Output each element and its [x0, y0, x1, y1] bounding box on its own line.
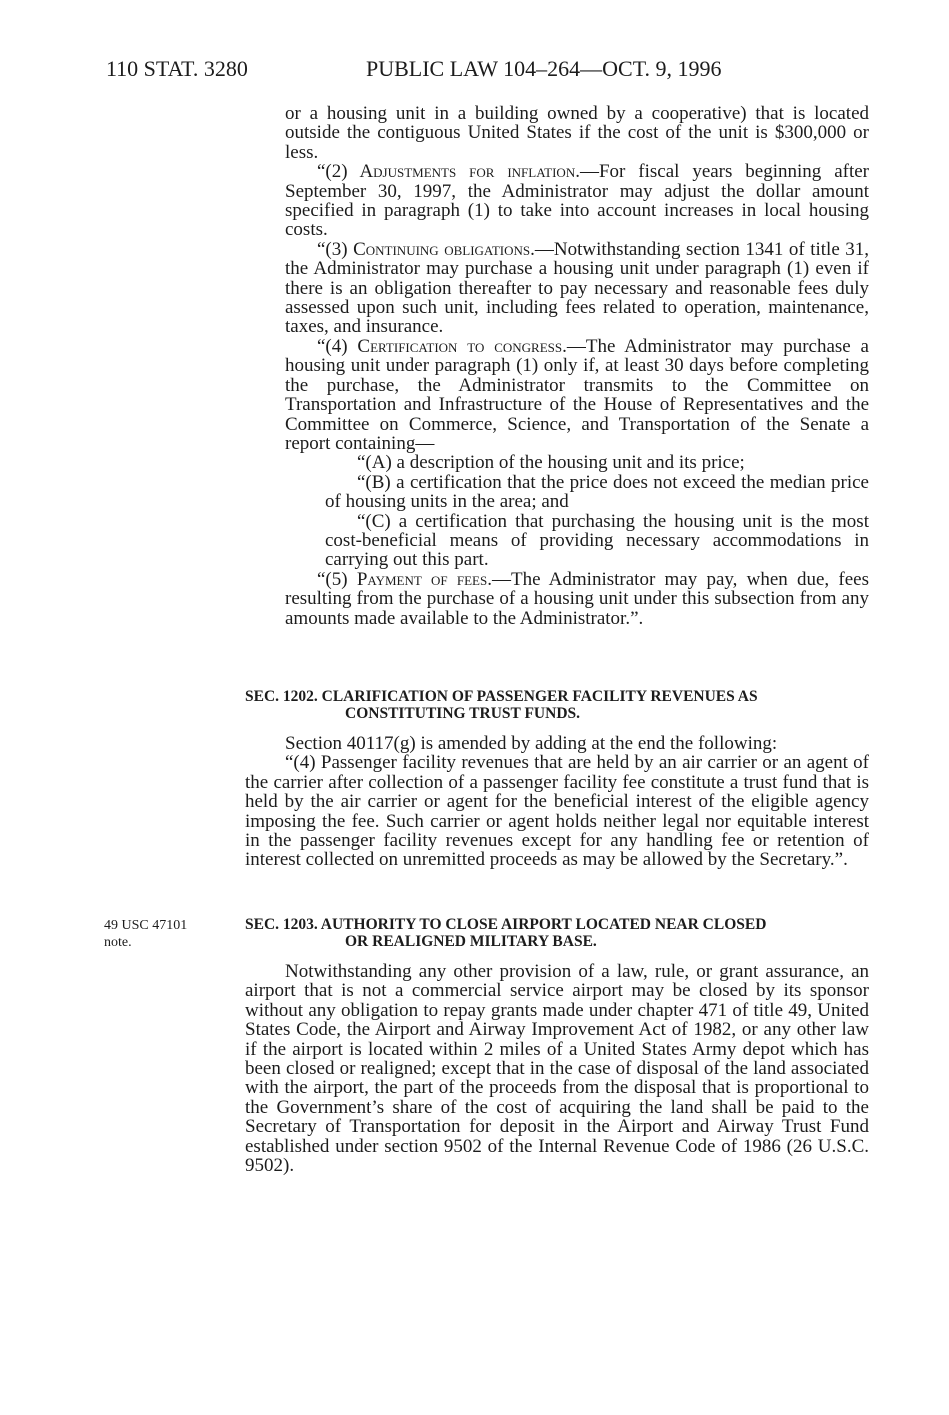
- section-1203-heading-line2: OR REALIGNED MILITARY BASE.: [345, 933, 597, 950]
- section-1203-body: [245, 962, 869, 1175]
- margin-note-citation: 49 USC 47101: [104, 918, 188, 933]
- subparagraph-b: “(B) a certification that the price does not exceed the median price of housing units in the area; and: [325, 471, 869, 513]
- subparagraph-c: “(C) a certification that purchasing the housing unit is the most cost-beneficial means of providing necessary accommodations in carrying out this part.: [325, 510, 869, 571]
- stat-page-number: 110 STAT. 3280: [106, 56, 248, 81]
- section-1202-heading: [245, 688, 869, 722]
- paragraph-3-heading: “(3) Continuing obligations.: [317, 238, 535, 260]
- section-1202-heading-line2: CONSTITUTING TRUST FUNDS.: [345, 705, 581, 722]
- paragraph-2-heading: “(2) Adjustments for inflation.: [317, 161, 580, 183]
- paragraph-4: [285, 337, 869, 453]
- paragraph-3-body: —Notwithstanding section 1341 of title 31, the Administrator may purchase a housing unit under paragraph (1) even if there is an obligation thereafter to pay necessary and reasonable fees duly assessed upon such unit, including fees related to operation, maintenance, taxes, and insurance.: [285, 238, 869, 338]
- section-1202-inserted-text: “(4) Passenger facility revenues that are held by an air carrier or an agent of the carrier after collection of a passenger facility fee constitute a trust fund that is held by the air carrier or agent for the beneficial interest of the eligible agency imposing the fee. Such carrier or agent holds neither legal nor equitable interest in the passenger facility revenues except for any handling fee or retention of interest collected on unremitted proceeds as may be allowed by the Secretary.”.: [245, 752, 869, 871]
- paragraph-4-body: —The Administrator may purchase a housing unit under paragraph (1) only if, at least 30 days before completing the purchase, the Administrator transmits to the Committee on Transportation and Infrastructure of the House of Representatives and the Committee on Commerce, Science, and Transportation of the Senate a report containing—: [285, 335, 869, 454]
- paragraph-5-body: —The Administrator may pay, when due, fees resulting from the purchase of a housing unit under this subsection from any amounts made available to the Administrator.”.: [285, 568, 869, 629]
- section-1203-heading-line1: SEC. 1203. AUTHORITY TO CLOSE AIRPORT LOCATED NEAR CLOSED: [245, 916, 767, 933]
- margin-note-suffix: note.: [104, 935, 132, 950]
- paragraph-5-heading: “(5) Payment of fees.: [317, 568, 492, 590]
- paragraph-2-body: —For fiscal years beginning after September 30, 1997, the Administrator may adjust the dollar amount specified in paragraph (1) to take into account increases in local housing costs.: [285, 161, 870, 241]
- paragraph-2: [285, 162, 869, 240]
- paragraph-4-heading: “(4) Certification to congress.: [317, 335, 567, 357]
- section-1202-amendment-intro: Section 40117(g) is amended by adding at the end the following:: [285, 733, 778, 754]
- paragraph-5: [285, 570, 869, 628]
- paragraph-3: [285, 240, 869, 337]
- paragraph-1-continuation: or a housing unit in a building owned by a cooperative) that is located outside the contiguous United States if the cost of the unit is $300,000 or less.: [285, 103, 869, 163]
- margin-note: [104, 917, 224, 951]
- section-1203-paragraph: Notwithstanding any other provision of a law, rule, or grant assurance, an airport that is not a commercial service airport may be closed by its sponsor without any obligation to repay grants made under chapter 471 of title 49, United States Code, the Airport and Airway Improvement Act of 1982, or any other law if the airport is located within 2 miles of a United States Army depot which has been closed or realigned; except that in the case of disposal of the land associated with the airport, the part of the proceeds from the disposal that is proportional to the Government’s share of the cost of acquiring the land shall be paid to the Secretary of Transportation for deposit in the Airport and Airway Trust Fund established under section 9502 of the Internal Revenue Code of 1986 (26 U.S.C. 9502).: [245, 961, 869, 1177]
- section-1203-heading: [245, 916, 869, 950]
- running-head: PUBLIC LAW 104–264—OCT. 9, 1996: [366, 56, 722, 81]
- section-1202-body: [245, 734, 869, 870]
- housing-unit-provisions: [285, 104, 869, 628]
- subparagraph-a: “(A) a description of the housing unit and its price;: [357, 452, 745, 474]
- section-1202-heading-line1: SEC. 1202. CLARIFICATION OF PASSENGER FACILITY REVENUES AS: [245, 688, 758, 705]
